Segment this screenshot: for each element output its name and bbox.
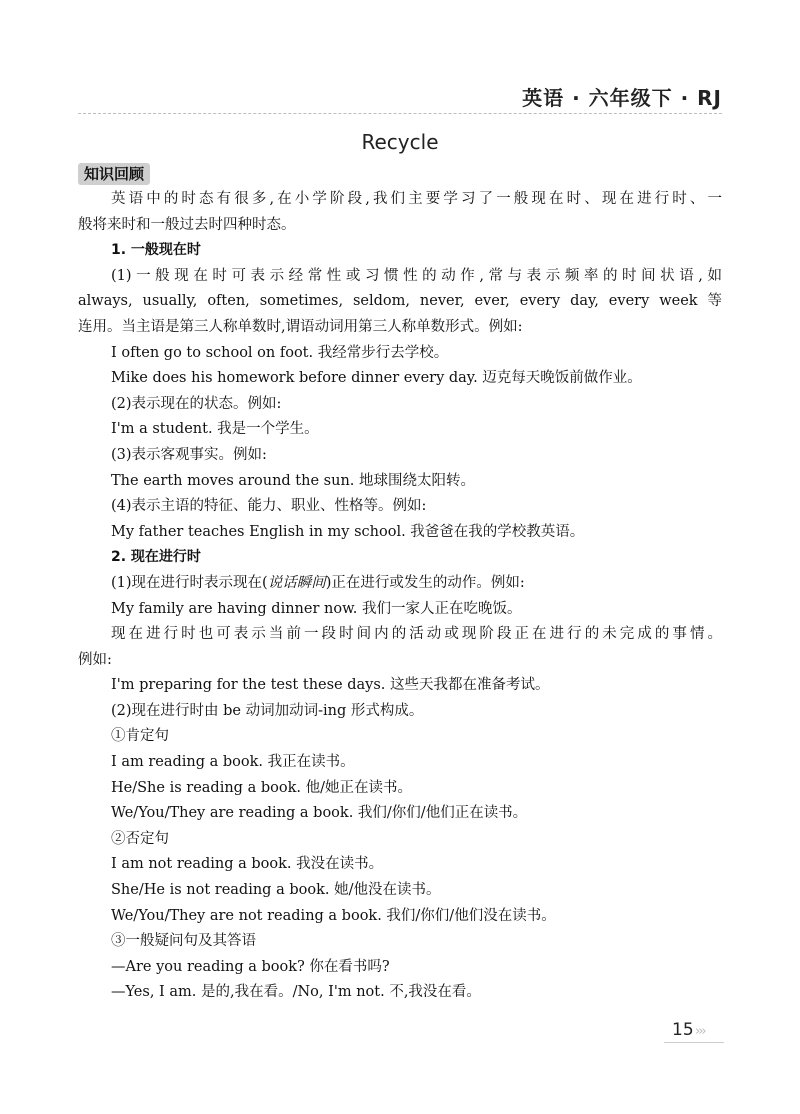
example-sentence: I am reading a book. 我正在读书。 — [111, 754, 355, 771]
content-body — [78, 187, 722, 1006]
example-sentence: We/You/They are not reading a book. 我们/你们/他们没在读书。 — [111, 907, 556, 924]
paragraph-line: always, usually, often, sometimes, seldom, never, ever, every day, every week 等 — [78, 293, 722, 310]
paragraph-line: 现在进行时也可表示当前一段时间内的活动或现阶段正在进行的未完成的事情。 — [111, 626, 722, 643]
emphasis-text: 说话瞬间 — [267, 574, 326, 591]
paragraph-line: (1)一般现在时可表示经常性或习惯性的动作,常与表示频率的时间状语,如 — [111, 267, 722, 284]
example-sentence: He/She is reading a book. 他/她正在读书。 — [111, 779, 412, 796]
subheading: ②否定句 — [111, 830, 169, 847]
intro-line-1: 英语中的时态有很多,在小学阶段,我们主要学习了一般现在时、现在进行时、一 — [111, 191, 722, 207]
rule-line: (2)表示现在的状态。例如: — [111, 395, 282, 412]
heading-simple-present: 1. 一般现在时 — [111, 242, 201, 259]
rule-line — [78, 571, 722, 597]
rule-line: (3)表示客观事实。例如: — [111, 446, 267, 463]
heading-present-continuous: 2. 现在进行时 — [111, 549, 201, 566]
intro-line-2: 般将来时和一般过去时四种时态。 — [78, 216, 296, 233]
rule-text: (1)现在进行时表示现在( — [111, 574, 268, 591]
example-sentence: I am not reading a book. 我没在读书。 — [111, 856, 384, 873]
paragraph-line: 连用。当主语是第三人称单数时,谓语动词用第三人称单数形式。例如: — [78, 318, 523, 335]
subheading: ①肯定句 — [111, 728, 169, 745]
chevron-right-icon: ››› — [695, 1024, 705, 1039]
example-sentence: Mike does his homework before dinner every day. 迈克每天晚饭前做作业。 — [111, 370, 642, 387]
header-divider — [78, 113, 722, 114]
example-sentence: —Yes, I am. 是的,我在看。/No, I'm not. 不,我没在看。 — [111, 984, 481, 1001]
rule-line: (4)表示主语的特征、能力、职业、性格等。例如: — [111, 498, 427, 515]
rule-text: )正在进行或发生的动作。例如: — [325, 574, 525, 591]
example-sentence: She/He is not reading a book. 她/他没在读书。 — [111, 882, 441, 899]
example-sentence: We/You/They are reading a book. 我们/你们/他们正在读书。 — [111, 805, 528, 822]
subheading: ③一般疑问句及其答语 — [111, 933, 256, 950]
knowledge-review-label: 知识回顾 — [78, 163, 150, 185]
example-sentence: My family are having dinner now. 我们一家人正在吃晚饭。 — [111, 600, 522, 617]
example-sentence: I often go to school on foot. 我经常步行去学校。 — [111, 344, 449, 361]
example-sentence: I'm a student. 我是一个学生。 — [111, 421, 319, 438]
paragraph-line: 例如: — [78, 651, 112, 668]
example-sentence: —Are you reading a book? 你在看书吗? — [111, 958, 390, 975]
rule-line: (2)现在进行时由 be 动词加动词-ing 形式构成。 — [111, 702, 424, 719]
book-title: 英语 · 六年级下 · RJ — [522, 86, 722, 110]
footer-divider — [664, 1042, 724, 1043]
example-sentence: My father teaches English in my school. 我爸爸在我的学校教英语。 — [111, 523, 585, 540]
page-number: 15 — [672, 1020, 694, 1040]
example-sentence: I'm preparing for the test these days. 这些天我都在准备考试。 — [111, 677, 550, 694]
example-sentence: The earth moves around the sun. 地球围绕太阳转。 — [111, 472, 476, 489]
section-title: Recycle — [361, 130, 439, 154]
